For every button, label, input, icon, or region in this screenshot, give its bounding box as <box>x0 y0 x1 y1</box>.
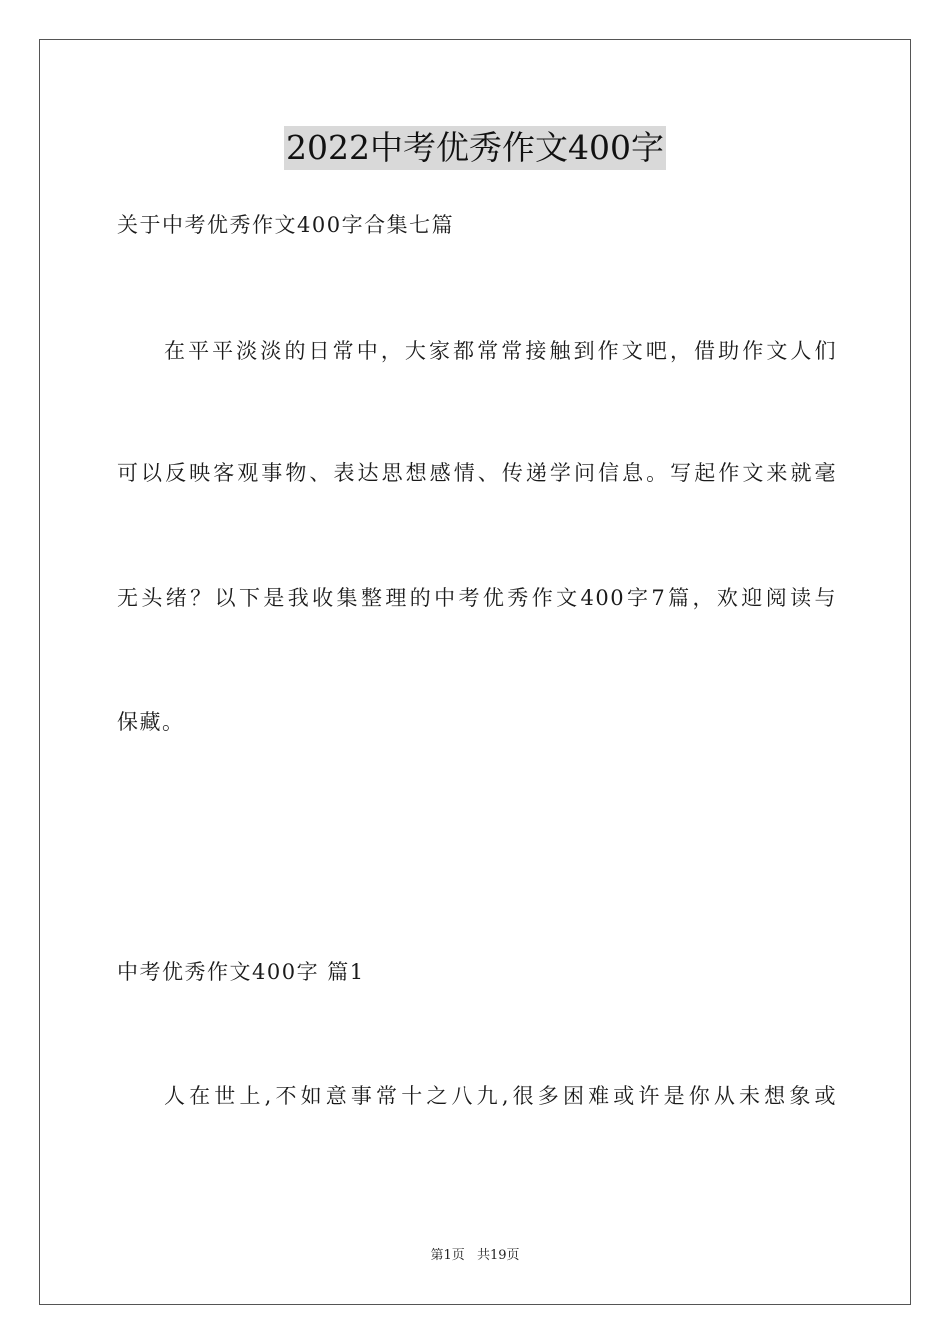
document-title: 2022中考优秀作文400字 <box>284 126 666 170</box>
page-number: 第1页 <box>430 1248 465 1263</box>
section-heading: 中考优秀作文400字 篇1 <box>117 960 365 984</box>
section-line-1: 人在世上,不如意事常十之八九,很多困难或许是你从未想象或 <box>164 1084 837 1108</box>
intro-line-2: 可以反映客观事物、表达思想感情、传递学问信息。写起作文来就毫 <box>117 461 837 485</box>
intro-line-1: 在平平淡淡的日常中，大家都常常接触到作文吧，借助作文人们 <box>164 339 837 363</box>
intro-line-3: 无头绪？以下是我收集整理的中考优秀作文400字7篇，欢迎阅读与 <box>117 586 837 610</box>
title-container <box>0 126 950 170</box>
page-footer <box>0 1247 950 1265</box>
intro-line-4: 保藏。 <box>117 710 185 734</box>
document-subtitle: 关于中考优秀作文400字合集七篇 <box>117 213 455 237</box>
page-total: 共19页 <box>476 1248 520 1263</box>
